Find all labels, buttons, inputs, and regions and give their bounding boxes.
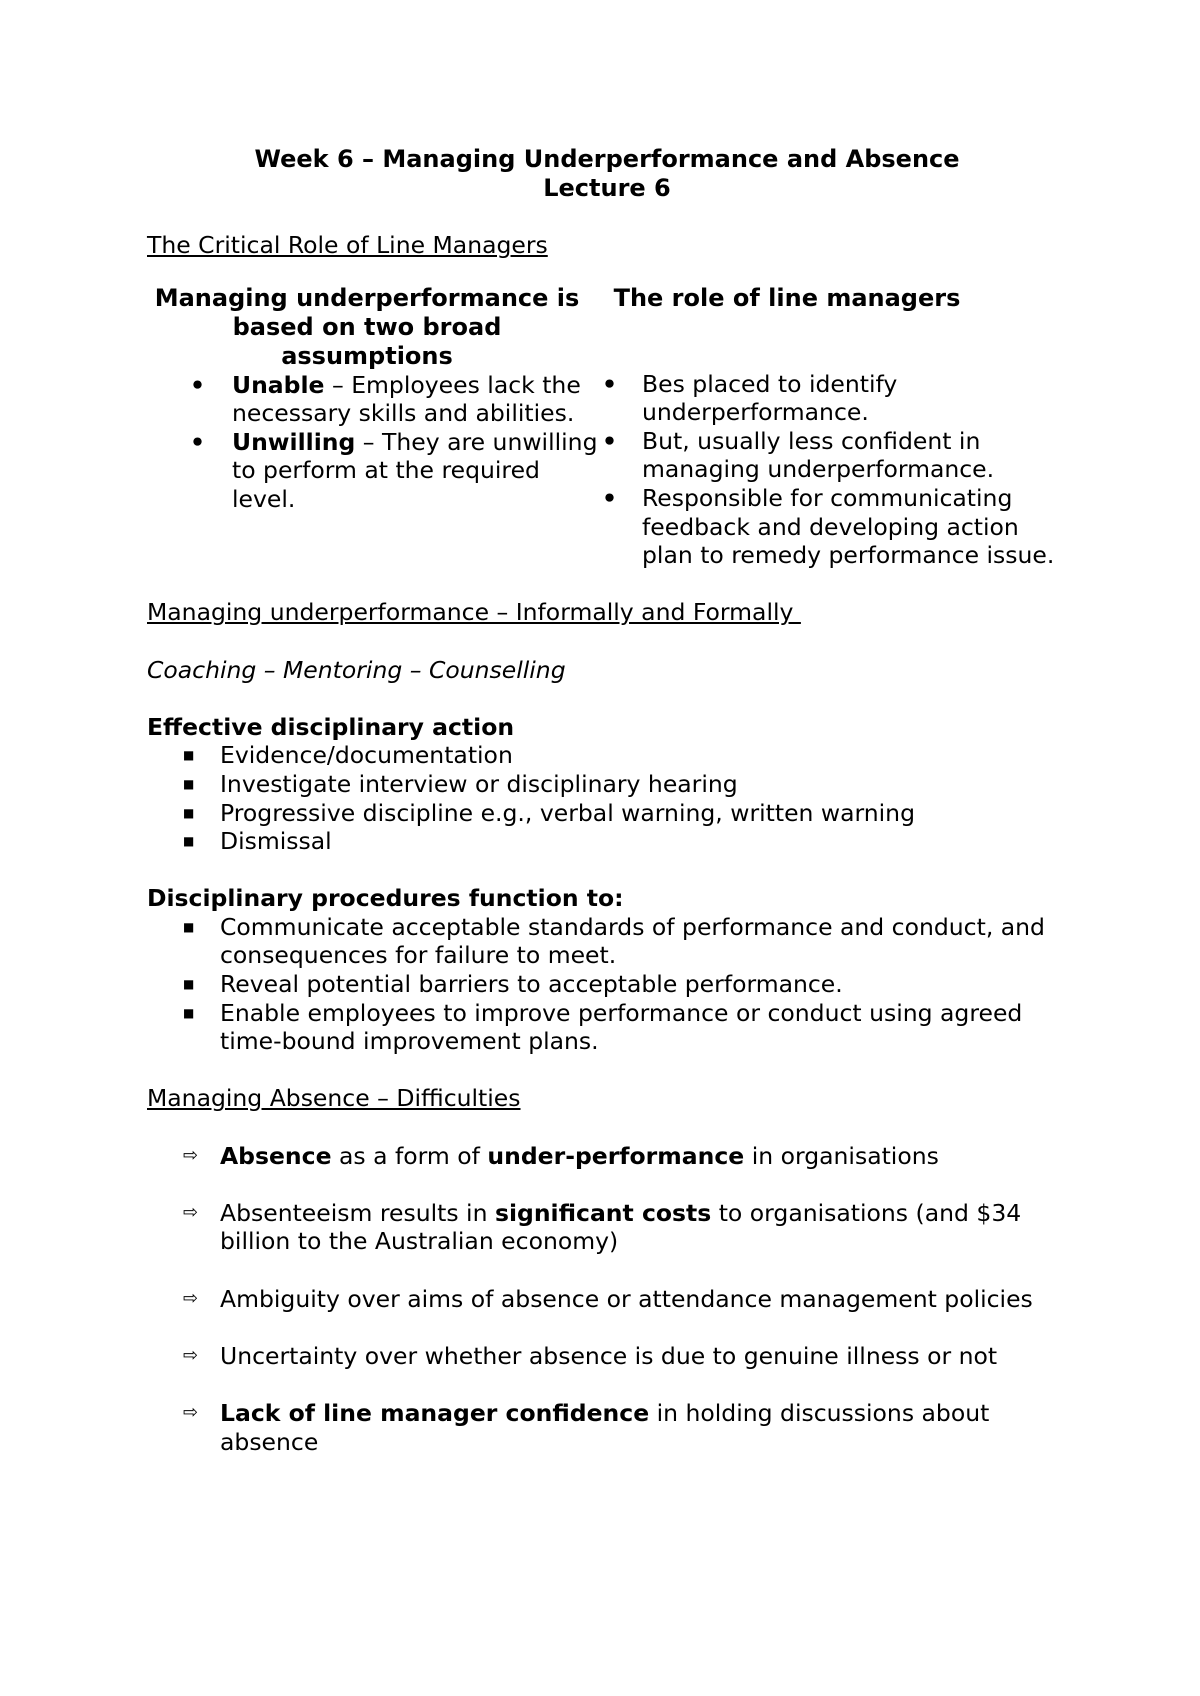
- arrow-right-icon: ⇨: [183, 1144, 199, 1166]
- body-text: Uncertainty over whether absence is due to genuine illness or not: [220, 1341, 998, 1370]
- list-item: [147, 913, 1067, 970]
- assumption-term: Unable: [232, 370, 325, 399]
- assumption-text: – Employees lack the necessary skills and abilities.: [232, 370, 581, 428]
- assumption-text: – They are unwilling to perform at the required level.: [232, 427, 598, 513]
- bullet-icon: •: [190, 370, 206, 399]
- methods-subtitle: Coaching – Mentoring – Counselling: [147, 655, 566, 684]
- body-text: as a form of: [331, 1141, 488, 1170]
- title-line-2: Lecture 6: [543, 174, 671, 202]
- list-item: [147, 1285, 1067, 1314]
- list-item: [147, 970, 1067, 999]
- square-bullet-icon: ■: [183, 1005, 195, 1020]
- right-column-heading: The role of line managers: [613, 283, 961, 312]
- effective-discipline-list: [147, 741, 1067, 855]
- bullet-icon: •: [190, 427, 206, 456]
- right-column: [602, 284, 1067, 570]
- list-item: [147, 1399, 1067, 1456]
- square-bullet-icon: ■: [183, 748, 195, 763]
- square-bullet-icon: ■: [183, 977, 195, 992]
- list-item: [147, 428, 602, 514]
- list-item-text: Dismissal: [220, 827, 332, 856]
- bullet-icon: •: [602, 483, 618, 512]
- role-text: Responsible for communicating feedback and developing action plan to remedy performance issue.: [642, 483, 1055, 570]
- arrow-right-icon: ⇨: [183, 1287, 199, 1309]
- procedures-heading: Disciplinary procedures function to:: [147, 884, 624, 913]
- emphasis-text: significant costs: [494, 1198, 712, 1227]
- procedures-list: [147, 913, 1067, 1056]
- list-item-text: Progressive discipline e.g., verbal warning, written warning: [220, 798, 915, 827]
- list-item: [147, 1142, 1067, 1171]
- assumption-term: Unwilling: [232, 427, 356, 456]
- square-bullet-icon: ■: [183, 919, 195, 934]
- list-item: [147, 371, 602, 428]
- emphasis-text: Absence: [220, 1141, 332, 1170]
- emphasis-text: Lack of line manager confidence: [220, 1398, 650, 1427]
- list-item: [602, 484, 1067, 570]
- body-text: Ambiguity over aims of absence or attendance management policies: [220, 1284, 1033, 1313]
- list-item: [602, 427, 1067, 484]
- title-line-1: Week 6 – Managing Underperformance and Absence: [254, 145, 960, 173]
- list-item: [147, 741, 1067, 770]
- assumptions-list: [147, 371, 602, 514]
- left-column: [147, 284, 602, 570]
- bullet-icon: •: [602, 369, 618, 398]
- two-column-table: [147, 284, 1067, 570]
- body-text: in holding discussions about absence: [220, 1398, 990, 1456]
- absence-difficulties-list: [147, 1142, 1067, 1457]
- left-column-heading: Managing underperformance is based on two broad assumptions: [154, 283, 580, 370]
- document-title: [147, 145, 1067, 203]
- line-manager-role-list: [602, 370, 1067, 570]
- square-bullet-icon: ■: [183, 805, 195, 820]
- role-text: But, usually less confident in managing underperformance.: [642, 426, 995, 484]
- effective-discipline-heading: Effective disciplinary action: [147, 712, 515, 741]
- emphasis-text: under-performance: [487, 1141, 745, 1170]
- list-item: [147, 999, 1067, 1056]
- list-item: [147, 827, 1067, 856]
- list-item-text: Reveal potential barriers to acceptable performance.: [220, 970, 843, 999]
- section-heading-line-managers: The Critical Role of Line Managers: [147, 231, 548, 259]
- body-text: in organisations: [744, 1141, 939, 1170]
- role-text: Bes placed to identify underperformance.: [642, 369, 898, 427]
- body-text: to organisations (and $34 billion to the Australian economy): [220, 1198, 1022, 1256]
- list-item: [147, 1199, 1067, 1256]
- arrow-right-icon: ⇨: [183, 1344, 199, 1366]
- square-bullet-icon: ■: [183, 776, 195, 791]
- section-heading-underperformance: Managing underperformance – Informally and Formally: [147, 598, 801, 627]
- list-item: [602, 370, 1067, 427]
- body-text: Absenteeism results in: [220, 1198, 495, 1227]
- square-bullet-icon: ■: [183, 834, 195, 849]
- bullet-icon: •: [602, 426, 618, 455]
- list-item: [147, 1342, 1067, 1371]
- list-item: [147, 799, 1067, 828]
- list-item-text: Communicate acceptable standards of performance and conduct, and consequences for failure to meet.: [220, 912, 1045, 970]
- arrow-right-icon: ⇨: [183, 1401, 199, 1423]
- document-page: [147, 145, 1067, 1485]
- list-item: [147, 770, 1067, 799]
- arrow-right-icon: ⇨: [183, 1201, 199, 1223]
- section-heading-absence: Managing Absence – Difficulties: [147, 1084, 521, 1113]
- list-item-text: Evidence/documentation: [220, 741, 513, 770]
- list-item-text: Investigate interview or disciplinary hearing: [220, 769, 738, 798]
- list-item-text: Enable employees to improve performance or conduct using agreed time-bound improvement plans.: [220, 998, 1023, 1056]
